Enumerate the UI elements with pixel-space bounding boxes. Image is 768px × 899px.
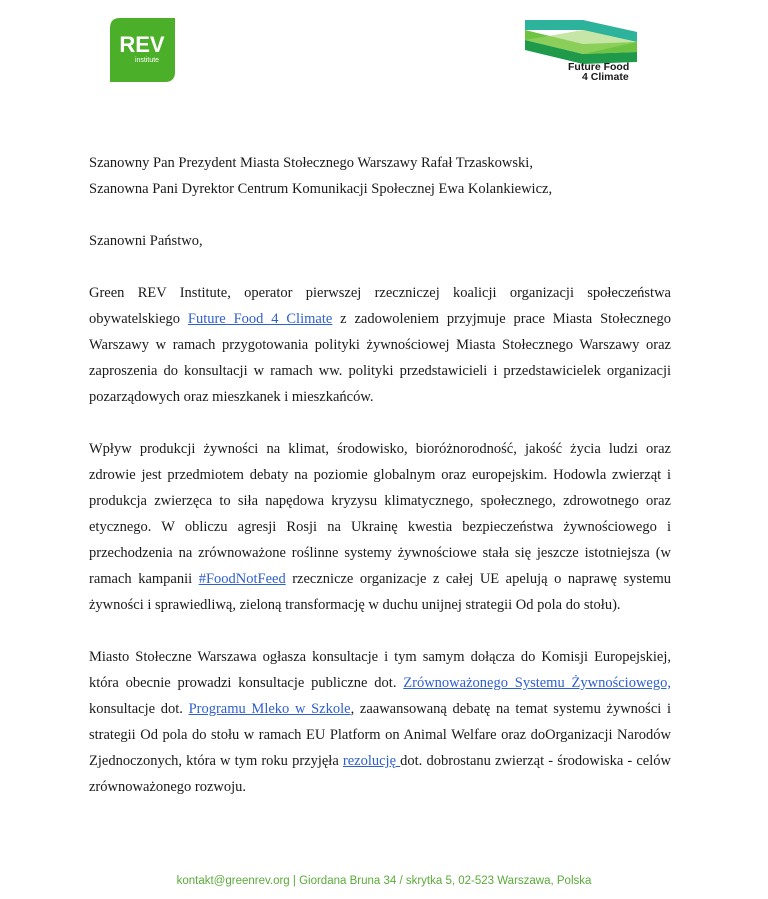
- school-milk-programme-link[interactable]: Programu Mleko w Szkole: [188, 701, 351, 717]
- address-line-1: Szanowny Pan Prezydent Miasta Stołecznego Warszawy Rafał Trzaskowski,: [89, 155, 533, 171]
- paragraph-3-text-1: Miasto Stołeczne Warszawa ogłasza konsultacje i tym samym dołącza do Komisji Europejskiej, która obecnie prowadzi konsultacje publiczne dot.: [89, 649, 671, 691]
- paragraph-2: [89, 436, 671, 618]
- future-food-4-climate-link[interactable]: Future Food 4 Climate: [187, 311, 333, 327]
- letter-body: [89, 150, 671, 800]
- resolution-link[interactable]: rezolucję: [342, 753, 401, 769]
- greeting: Szanowni Państwo,: [89, 233, 203, 249]
- paragraph-2-text-2: rzecznicze organizacje z całej UE apelują o naprawę systemu żywności i sprawiedliwą, zieloną transformację w duchu unijnej strategii Od pola do stołu).: [89, 571, 672, 613]
- sustainable-food-system-link[interactable]: Zrównoważonego Systemu Żywnościowego,: [403, 675, 671, 691]
- paragraph-3: [89, 644, 671, 800]
- future-food-logo-text: [568, 62, 629, 82]
- footer-contact: kontakt@greenrev.org | Giordana Bruna 34 / skrytka 5, 02-523 Warszawa, Polska: [176, 875, 592, 887]
- paragraph-3-text-2: konsultacje dot.: [89, 701, 189, 717]
- paragraph-2-text-1: Wpływ produkcji żywności na klimat, środowisko, bioróżnorodność, jakość życia ludzi oraz zdrowie jest przedmiotem debaty na poziomie globalnym oraz europejskim. Hodowla zwierząt i produkcja zwierzęca to siła napędowa kryzysu klimatycznego, społecznego, zdrowotnego oraz etycznego. W obliczu agresji Rosji na Ukrainę kwestia bezpieczeństwa żywnościowego i przechodzenia na zrównoważone roślinne systemy żywnościowe stała się jeszcze istotniejsza (w ramach kampanii: [89, 441, 671, 587]
- paragraph-1: [89, 280, 671, 410]
- paragraph-3-text-3: , zaawansowaną debatę na temat systemu żywności i strategii Od pola do stołu w ramach EU Platform on Animal Welfare oraz doOrganizacji Narodów Zjednoczonych, która w tym roku przyjęła: [89, 701, 671, 769]
- address-line-2: Szanowna Pani Dyrektor Centrum Komunikacji Społecznej Ewa Kolankiewicz,: [89, 181, 553, 197]
- paragraph-3-text-4: dot. dobrostanu zwierząt - środowiska - celów zrównoważonego rozwoju.: [89, 753, 671, 795]
- paragraph-1-text-2: z zadowoleniem przyjmuje prace Miasta Stołecznego Warszawy w ramach przygotowania polityki żywnościowej Miasta Stołecznego Warszawy oraz zaproszenia do konsultacji w ramach ww. polityki przedstawicieli i przedstawicielek organizacji pozarządowych oraz mieszkanek i mieszkańców.: [89, 311, 671, 405]
- rev-logo-main: REV: [119, 32, 165, 57]
- ff-logo-line2: 4 Climate: [582, 71, 629, 83]
- foodnotfeed-link[interactable]: #FoodNotFeed: [198, 571, 286, 587]
- paragraph-1-text-1: Green REV Institute, operator pierwszej rzeczniczej koalicji organizacji społeczeństwa obywatelskiego: [89, 285, 671, 327]
- ff-logo-line1: Future Food: [568, 61, 630, 73]
- rev-institute-logo: [110, 18, 175, 82]
- rev-logo-sub: institute: [134, 57, 160, 64]
